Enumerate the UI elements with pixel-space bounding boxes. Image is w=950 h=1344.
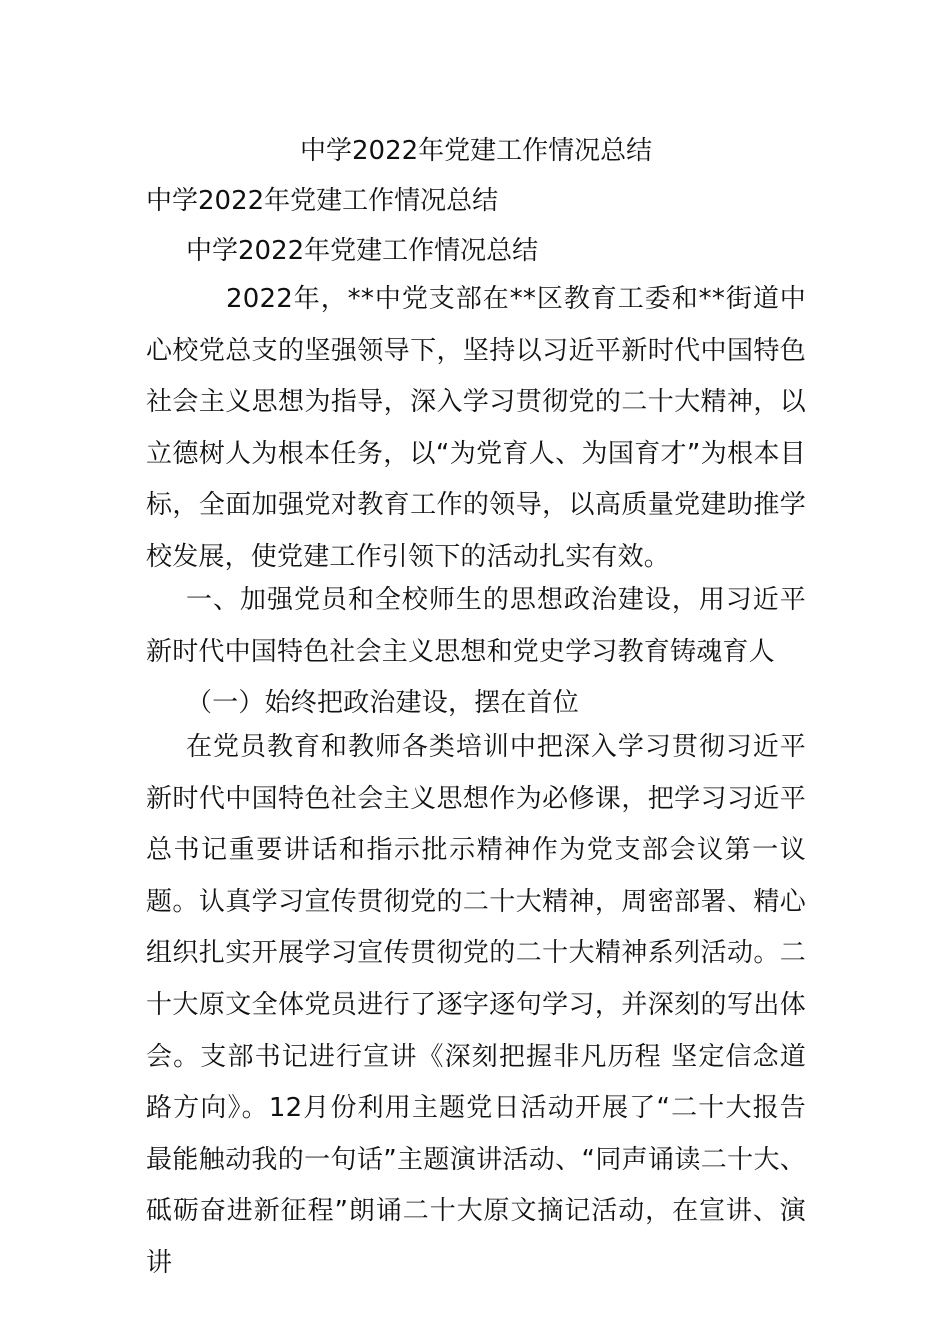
heading-repeat-1: 中学2022年党建工作情况总结 — [146, 186, 499, 216]
subsection-heading-1: （一）始终把政治建设，摆在首位 — [186, 688, 580, 718]
heading-repeat-2: 中学2022年党建工作情况总结 — [186, 236, 539, 266]
section-heading-1: 一、加强党员和全校师生的思想政治建设，用习近平新时代中国特色社会主义思想和党史学习教育铸魂育人 — [146, 585, 806, 667]
paragraph-intro: 2022年，**中党支部在**区教育工委和**街道中心校党总支的坚强领导下，坚持以习近平新时代中国特色社会主义思想为指导，深入学习贯彻党的二十大精神，以立德树人为根本任务，以“为党育人、为国育才”为根本目标，全面加强党对教育工作的领导，以高质量党建助推学校发展，使党建工作引领下的活动扎实有效。 — [146, 284, 806, 572]
document-title: 中学2022年党建工作情况总结 — [300, 136, 653, 166]
paragraph-body-1: 在党员教育和教师各类培训中把深入学习贯彻习近平新时代中国特色社会主义思想作为必修课，把学习习近平总书记重要讲话和指示批示精神作为党支部会议第一议题。认真学习宣传贯彻党的二十大精神，周密部署、精心组织扎实开展学习宣传贯彻党的二十大精神系列活动。二十大原文全体党员进行了逐字逐句学习，并深刻的写出体会。支部书记进行宣讲《深刻把握非凡历程 坚定信念道路方向》。12月份利用主题党日活动开展了“二十大报告最能触动我的一句话”主题演讲活动、“同声诵读二十大、砥砺奋进新征程”朗诵二十大原文摘记活动，在宣讲、演讲 — [146, 732, 806, 1278]
